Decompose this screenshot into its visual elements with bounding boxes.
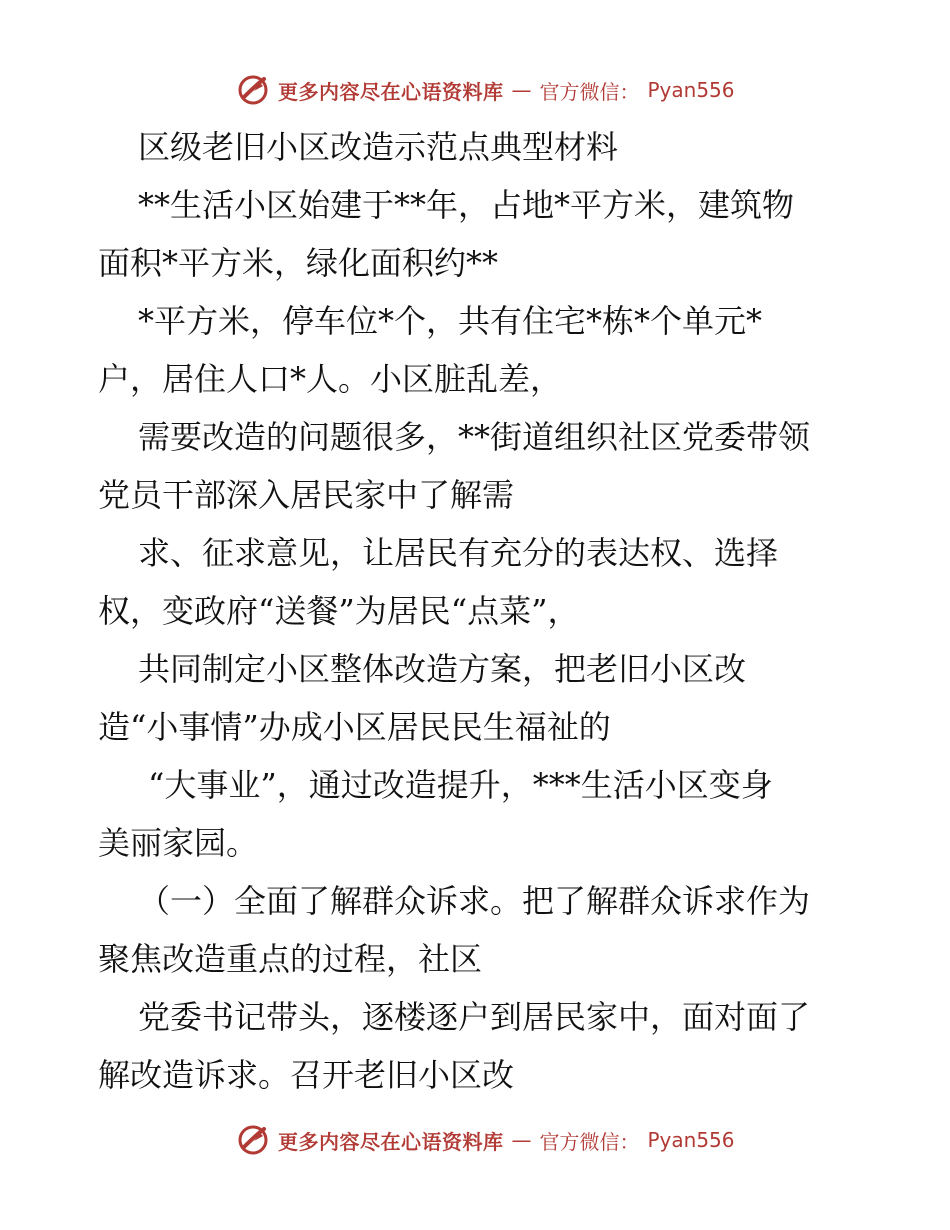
- banner-brand-text: 更多内容尽在心语资料库: [278, 1129, 504, 1154]
- document-line-14: 聚焦改造重点的过程，社区: [98, 940, 483, 978]
- document-line-12: 美丽家园。: [98, 824, 259, 862]
- document-line-16: 解改造诉求。召开老旧小区改: [98, 1056, 515, 1094]
- document-line-13: （一）全面了解群众诉求。把了解群众诉求作为: [138, 882, 811, 920]
- document-line-11: “大事业”，通过改造提升，***生活小区变身: [148, 766, 773, 804]
- banner-separator: —: [511, 78, 532, 102]
- document-line-6: 党员干部深入居民家中了解需: [98, 476, 515, 514]
- quill-circle-logo-icon: [236, 1123, 270, 1157]
- document-line-1: **生活小区始建于**年，占地*平方米，建筑物: [138, 186, 795, 224]
- document-line-2: 面积*平方米，绿化面积约**: [98, 244, 499, 282]
- document-line-3: *平方米，停车位*个，共有住宅*栋*个单元*: [138, 302, 763, 340]
- document-line-10: 造“小事情”办成小区居民民生福祉的: [98, 708, 611, 746]
- document-line-7: 求、征求意见，让居民有充分的表达权、选择: [138, 534, 779, 572]
- banner-separator: —: [511, 1128, 532, 1152]
- banner-wechat-id: Pyan556: [647, 1128, 735, 1152]
- document-line-15: 党委书记带头，逐楼逐户到居民家中，面对面了: [138, 998, 811, 1036]
- footer-banner: [236, 1120, 756, 1160]
- document-line-9: 共同制定小区整体改造方案，把老旧小区改: [138, 650, 747, 688]
- banner-wechat-label: 官方微信：: [539, 1129, 640, 1154]
- header-banner: [236, 70, 756, 110]
- document-title: 区级老旧小区改造示范点典型材料: [138, 128, 619, 166]
- banner-wechat-id: Pyan556: [647, 78, 735, 102]
- document-line-8: 权，变政府“送餐”为居民“点菜”，: [98, 592, 580, 630]
- document-body: [98, 118, 868, 1104]
- banner-wechat-label: 官方微信：: [539, 79, 640, 104]
- banner-brand-text: 更多内容尽在心语资料库: [278, 79, 504, 104]
- quill-circle-logo-icon: [236, 73, 270, 107]
- document-line-4: 户，居住人口*人。小区脏乱差，: [98, 360, 563, 398]
- document-line-5: 需要改造的问题很多，**街道组织社区党委带领: [138, 418, 811, 456]
